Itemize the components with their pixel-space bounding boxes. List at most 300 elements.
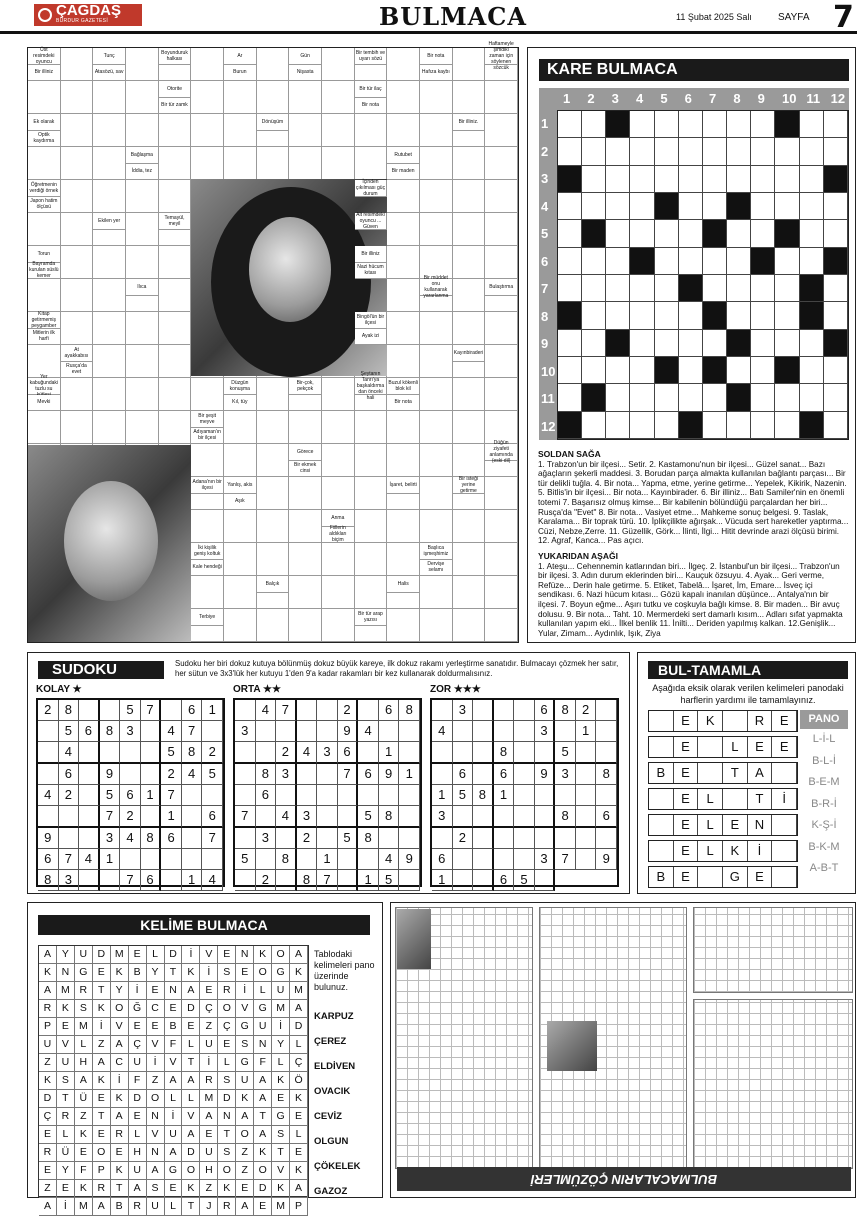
crossword-cell[interactable]: [191, 147, 224, 180]
kare-grid[interactable]: [557, 110, 849, 440]
sudoku-cell[interactable]: 5: [514, 870, 535, 891]
sudoku-cell[interactable]: [182, 828, 203, 849]
sudoku-cell[interactable]: 7: [120, 870, 141, 891]
sudoku-cell[interactable]: [494, 806, 515, 828]
tamamla-cell[interactable]: E: [772, 711, 797, 731]
sudoku-cell[interactable]: 6: [379, 700, 400, 721]
tamamla-cell[interactable]: A: [748, 763, 773, 783]
word-search-letter[interactable]: A: [93, 1054, 111, 1072]
crossword-cell[interactable]: [355, 411, 388, 444]
crossword-cell[interactable]: [159, 378, 192, 411]
sudoku-cell[interactable]: [235, 700, 256, 721]
kare-cell[interactable]: [679, 302, 703, 329]
crossword-cell[interactable]: [355, 510, 388, 543]
sudoku-cell[interactable]: 5: [379, 870, 400, 891]
sudoku-cell[interactable]: [514, 806, 535, 828]
sudoku-cell[interactable]: [358, 785, 379, 806]
word-search-letter[interactable]: N: [147, 1144, 165, 1162]
word-search-letter[interactable]: D: [93, 946, 111, 964]
kare-cell[interactable]: [582, 275, 606, 302]
sudoku-cell[interactable]: [182, 785, 203, 806]
word-search-letter[interactable]: L: [290, 1036, 308, 1054]
kare-cell[interactable]: [727, 302, 751, 329]
word-search-letter[interactable]: U: [254, 1018, 272, 1036]
sudoku-cell[interactable]: 9: [38, 828, 59, 849]
word-search-letter[interactable]: U: [236, 1072, 254, 1090]
sudoku-cell[interactable]: [453, 849, 474, 870]
sudoku-cell[interactable]: 7: [555, 849, 576, 870]
sudoku-cell[interactable]: [120, 849, 141, 870]
kare-cell[interactable]: [606, 166, 630, 193]
crossword-cell[interactable]: [322, 411, 355, 444]
word-search-letter[interactable]: F: [129, 1072, 147, 1090]
kare-cell[interactable]: [824, 138, 848, 165]
crossword-cell[interactable]: [485, 114, 518, 147]
crossword-cell[interactable]: [485, 213, 518, 246]
sudoku-cell[interactable]: [79, 764, 100, 785]
sudoku-cell[interactable]: 8: [59, 700, 80, 721]
word-search-letter[interactable]: K: [290, 1090, 308, 1108]
kare-cell[interactable]: [824, 357, 848, 384]
crossword-cell[interactable]: [257, 510, 290, 543]
kare-cell[interactable]: [630, 412, 654, 439]
sudoku-cell[interactable]: 5: [358, 806, 379, 828]
word-search-letter[interactable]: P: [39, 1018, 57, 1036]
tamamla-cell[interactable]: E: [674, 711, 699, 731]
crossword-cell[interactable]: [453, 180, 486, 213]
crossword-cell[interactable]: [289, 510, 322, 543]
word-search-letter[interactable]: A: [75, 1072, 93, 1090]
crossword-cell[interactable]: [61, 279, 94, 312]
word-search-letter[interactable]: B: [129, 964, 147, 982]
sudoku-cell[interactable]: [100, 742, 121, 764]
word-search-letter[interactable]: V: [57, 1036, 75, 1054]
crossword-cell[interactable]: [257, 543, 290, 576]
tamamla-cell[interactable]: [772, 867, 797, 887]
word-search-letter[interactable]: Y: [272, 1036, 290, 1054]
kare-cell[interactable]: [558, 275, 582, 302]
sudoku-cell[interactable]: 8: [38, 870, 59, 891]
kare-cell[interactable]: [751, 275, 775, 302]
sudoku-cell[interactable]: [141, 806, 162, 828]
tamamla-cell[interactable]: E: [674, 763, 699, 783]
sudoku-cell[interactable]: 1: [100, 849, 121, 870]
crossword-cell[interactable]: [224, 81, 257, 114]
word-search-letter[interactable]: E: [129, 946, 147, 964]
kare-cell[interactable]: [703, 384, 727, 411]
word-search-letter[interactable]: T: [254, 1108, 272, 1126]
word-search-letter[interactable]: A: [39, 982, 57, 1000]
sudoku-cell[interactable]: 8: [473, 785, 494, 806]
tamamla-cell[interactable]: [772, 763, 797, 783]
sudoku-cell[interactable]: 5: [100, 785, 121, 806]
word-search-letter[interactable]: T: [93, 982, 111, 1000]
sudoku-cell[interactable]: 4: [256, 700, 277, 721]
tamamla-cell[interactable]: [649, 841, 674, 861]
crossword-cell[interactable]: [93, 114, 126, 147]
word-search-letter[interactable]: T: [93, 1108, 111, 1126]
crossword-cell[interactable]: [93, 378, 126, 411]
word-search-letter[interactable]: N: [254, 1036, 272, 1054]
sudoku-cell[interactable]: [120, 742, 141, 764]
tamamla-cell[interactable]: E: [674, 737, 699, 757]
crossword-cell[interactable]: [453, 444, 486, 477]
sudoku-cell[interactable]: 2: [59, 785, 80, 806]
kare-cell[interactable]: [558, 111, 582, 138]
word-search-letter[interactable]: U: [200, 1036, 218, 1054]
sudoku-cell[interactable]: 2: [38, 700, 59, 721]
kare-cell[interactable]: [800, 384, 824, 411]
sudoku-cell[interactable]: [141, 764, 162, 785]
sudoku-cell[interactable]: 9: [379, 764, 400, 785]
word-search-letter[interactable]: A: [93, 1198, 111, 1216]
tamamla-cell[interactable]: [772, 815, 797, 835]
sudoku-cell[interactable]: 9: [535, 764, 556, 785]
sudoku-cell[interactable]: [297, 764, 318, 785]
kare-cell[interactable]: [800, 193, 824, 220]
word-search-letter[interactable]: K: [111, 1090, 129, 1108]
sudoku-cell[interactable]: 4: [379, 849, 400, 870]
word-search-letter[interactable]: N: [236, 946, 254, 964]
crossword-cell[interactable]: [420, 477, 453, 510]
sudoku-cell[interactable]: [276, 721, 297, 742]
word-search-letter[interactable]: O: [218, 1000, 236, 1018]
sudoku-cell[interactable]: 8: [379, 806, 400, 828]
sudoku-cell[interactable]: 6: [141, 870, 162, 891]
sudoku-cell[interactable]: 6: [182, 700, 203, 721]
crossword-cell[interactable]: [289, 609, 322, 642]
crossword-cell[interactable]: [126, 180, 159, 213]
word-search-letter[interactable]: H: [200, 1162, 218, 1180]
sudoku-cell[interactable]: 6: [358, 764, 379, 785]
sudoku-cell[interactable]: 2: [297, 828, 318, 849]
sudoku-cell[interactable]: [535, 742, 556, 764]
crossword-cell[interactable]: [453, 411, 486, 444]
kare-cell[interactable]: [606, 384, 630, 411]
tamamla-cell[interactable]: [772, 841, 797, 861]
kare-cell[interactable]: [727, 111, 751, 138]
crossword-cell[interactable]: [387, 48, 420, 81]
sudoku-cell[interactable]: [297, 721, 318, 742]
crossword-cell[interactable]: [420, 147, 453, 180]
kare-cell[interactable]: [824, 412, 848, 439]
crossword-cell[interactable]: [159, 411, 192, 444]
sudoku-cell[interactable]: [358, 849, 379, 870]
crossword-cell[interactable]: [61, 114, 94, 147]
word-search-letter[interactable]: K: [75, 1126, 93, 1144]
kare-cell[interactable]: [655, 275, 679, 302]
kare-cell[interactable]: [606, 220, 630, 247]
crossword-cell[interactable]: [224, 411, 257, 444]
sudoku-cell[interactable]: 8: [596, 764, 617, 785]
sudoku-cell[interactable]: [576, 742, 597, 764]
kare-cell[interactable]: [630, 220, 654, 247]
word-search-letter[interactable]: R: [218, 1198, 236, 1216]
sudoku-cell[interactable]: [576, 764, 597, 785]
word-search-letter[interactable]: U: [39, 1036, 57, 1054]
crossword-cell[interactable]: [126, 312, 159, 345]
sudoku-cell[interactable]: 8: [182, 742, 203, 764]
sudoku-cell[interactable]: [596, 742, 617, 764]
sudoku-cell[interactable]: 6: [338, 742, 359, 764]
word-search-letter[interactable]: E: [57, 1180, 75, 1198]
word-search-letter[interactable]: E: [236, 1180, 254, 1198]
crossword-cell[interactable]: [453, 312, 486, 345]
crossword-cell[interactable]: [387, 543, 420, 576]
crossword-cell[interactable]: [355, 114, 388, 147]
sudoku-cell[interactable]: 5: [235, 849, 256, 870]
word-search-letter[interactable]: L: [182, 1036, 200, 1054]
word-search-letter[interactable]: E: [254, 1198, 272, 1216]
crossword-cell[interactable]: [257, 609, 290, 642]
sudoku-cell[interactable]: 3: [535, 721, 556, 742]
tamamla-cell[interactable]: [698, 763, 723, 783]
crossword-cell[interactable]: [61, 411, 94, 444]
kare-cell[interactable]: [655, 248, 679, 275]
kare-cell[interactable]: [679, 357, 703, 384]
tamamla-cell[interactable]: L: [698, 841, 723, 861]
sudoku-cell[interactable]: [432, 828, 453, 849]
word-search-letter[interactable]: Z: [147, 1072, 165, 1090]
kare-cell[interactable]: [703, 138, 727, 165]
sudoku-cell[interactable]: [276, 785, 297, 806]
crossword-cell[interactable]: [93, 312, 126, 345]
sudoku-cell[interactable]: 7: [182, 721, 203, 742]
word-search-letter[interactable]: E: [147, 1018, 165, 1036]
sudoku-cell[interactable]: [596, 721, 617, 742]
sudoku-cell[interactable]: [297, 785, 318, 806]
word-search-letter[interactable]: K: [93, 1000, 111, 1018]
sudoku-cell[interactable]: 9: [596, 849, 617, 870]
crossword-cell[interactable]: [420, 510, 453, 543]
kare-cell[interactable]: [775, 166, 799, 193]
crossword-cell[interactable]: [387, 411, 420, 444]
kare-cell[interactable]: [655, 330, 679, 357]
kare-cell[interactable]: [679, 248, 703, 275]
sudoku-cell[interactable]: 3: [100, 828, 121, 849]
kare-cell[interactable]: [775, 275, 799, 302]
kare-cell[interactable]: [630, 384, 654, 411]
crossword-cell[interactable]: [159, 147, 192, 180]
sudoku-cell[interactable]: [535, 870, 556, 891]
kare-cell[interactable]: [800, 357, 824, 384]
word-search-letter[interactable]: T: [182, 1198, 200, 1216]
crossword-cell[interactable]: [387, 279, 420, 312]
kare-cell[interactable]: [703, 330, 727, 357]
word-search-letter[interactable]: V: [236, 1000, 254, 1018]
kare-cell[interactable]: [727, 138, 751, 165]
word-search-letter[interactable]: A: [165, 1072, 183, 1090]
crossword-cell[interactable]: [126, 378, 159, 411]
word-search-letter[interactable]: U: [200, 1144, 218, 1162]
crossword-cell[interactable]: [224, 114, 257, 147]
sudoku-cell[interactable]: [453, 721, 474, 742]
word-search-letter[interactable]: S: [218, 964, 236, 982]
crossword-cell[interactable]: [322, 576, 355, 609]
word-search-letter[interactable]: K: [57, 1000, 75, 1018]
crossword-cell[interactable]: [485, 345, 518, 378]
crossword-cell[interactable]: [93, 246, 126, 279]
sudoku-cell[interactable]: 4: [358, 721, 379, 742]
word-search-letter[interactable]: S: [147, 1180, 165, 1198]
sudoku-cell[interactable]: 1: [182, 870, 203, 891]
sudoku-cell[interactable]: [79, 870, 100, 891]
kare-cell[interactable]: [824, 384, 848, 411]
sudoku-cell[interactable]: 8: [100, 721, 121, 742]
crossword-cell[interactable]: [485, 477, 518, 510]
sudoku-cell[interactable]: 7: [100, 806, 121, 828]
word-search-letter[interactable]: B: [165, 1018, 183, 1036]
word-search-letter[interactable]: S: [218, 1072, 236, 1090]
crossword-cell[interactable]: [387, 114, 420, 147]
word-search-letter[interactable]: M: [111, 946, 129, 964]
crossword-cell[interactable]: [453, 378, 486, 411]
word-search-letter[interactable]: G: [236, 1054, 254, 1072]
sudoku-cell[interactable]: 1: [379, 742, 400, 764]
word-search-letter[interactable]: İ: [93, 1018, 111, 1036]
kare-cell[interactable]: [751, 193, 775, 220]
word-search-letter[interactable]: K: [236, 1090, 254, 1108]
sudoku-cell[interactable]: 3: [453, 700, 474, 721]
tamamla-cell[interactable]: E: [674, 841, 699, 861]
word-search-letter[interactable]: F: [254, 1054, 272, 1072]
crossword-cell[interactable]: [355, 147, 388, 180]
crossword-cell[interactable]: [355, 477, 388, 510]
word-search-letter[interactable]: H: [75, 1054, 93, 1072]
crossword-cell[interactable]: [28, 213, 61, 246]
word-search-letter[interactable]: O: [254, 964, 272, 982]
crossword-cell[interactable]: [420, 114, 453, 147]
word-search-letter[interactable]: E: [57, 1018, 75, 1036]
sudoku-cell[interactable]: 9: [399, 849, 420, 870]
kare-cell[interactable]: [606, 193, 630, 220]
crossword-cell[interactable]: [28, 147, 61, 180]
crossword-cell[interactable]: [126, 48, 159, 81]
word-search-letter[interactable]: C: [111, 1054, 129, 1072]
sudoku-cell[interactable]: 2: [202, 742, 223, 764]
word-search-letter[interactable]: U: [147, 1198, 165, 1216]
sudoku-cell[interactable]: 8: [358, 828, 379, 849]
sudoku-grid-hard[interactable]: [430, 698, 619, 887]
sudoku-cell[interactable]: [338, 806, 359, 828]
sudoku-cell[interactable]: [514, 849, 535, 870]
sudoku-cell[interactable]: 2: [453, 828, 474, 849]
sudoku-cell[interactable]: 4: [297, 742, 318, 764]
sudoku-cell[interactable]: 6: [535, 700, 556, 721]
sudoku-cell[interactable]: 6: [79, 721, 100, 742]
word-search-letter[interactable]: E: [93, 1090, 111, 1108]
word-search-letter[interactable]: L: [290, 1126, 308, 1144]
sudoku-cell[interactable]: [317, 721, 338, 742]
sudoku-cell[interactable]: 9: [100, 764, 121, 785]
sudoku-cell[interactable]: [514, 828, 535, 849]
sudoku-cell[interactable]: [494, 700, 515, 721]
kare-cell[interactable]: [679, 384, 703, 411]
sudoku-cell[interactable]: 1: [432, 870, 453, 891]
sudoku-cell[interactable]: [358, 742, 379, 764]
word-search-letter[interactable]: K: [272, 1072, 290, 1090]
word-search-letter[interactable]: Z: [200, 1018, 218, 1036]
tamamla-cell[interactable]: L: [698, 789, 723, 809]
tamamla-cell[interactable]: [698, 737, 723, 757]
sudoku-cell[interactable]: 1: [576, 721, 597, 742]
sudoku-cell[interactable]: [473, 870, 494, 891]
crossword-cell[interactable]: [485, 180, 518, 213]
crossword-cell[interactable]: [224, 543, 257, 576]
word-search-letter[interactable]: R: [218, 982, 236, 1000]
crossword-cell[interactable]: [257, 48, 290, 81]
sudoku-cell[interactable]: 6: [494, 764, 515, 785]
crossword-cell[interactable]: [159, 114, 192, 147]
word-search-letter[interactable]: Y: [57, 946, 75, 964]
word-search-letter[interactable]: E: [272, 1090, 290, 1108]
kare-cell[interactable]: [751, 384, 775, 411]
word-search-letter[interactable]: A: [182, 982, 200, 1000]
kare-cell[interactable]: [703, 248, 727, 275]
kare-cell[interactable]: [582, 412, 606, 439]
word-search-letter[interactable]: Y: [111, 982, 129, 1000]
sudoku-cell[interactable]: [256, 849, 277, 870]
sudoku-cell[interactable]: [141, 849, 162, 870]
crossword-cell[interactable]: [224, 147, 257, 180]
sudoku-cell[interactable]: 3: [256, 828, 277, 849]
sudoku-cell[interactable]: [317, 700, 338, 721]
word-search-letter[interactable]: K: [111, 1162, 129, 1180]
crossword-cell[interactable]: [322, 114, 355, 147]
crossword-cell[interactable]: [126, 345, 159, 378]
crossword-cell[interactable]: [289, 576, 322, 609]
word-search-letter[interactable]: R: [75, 982, 93, 1000]
kare-cell[interactable]: [582, 166, 606, 193]
word-search-letter[interactable]: O: [218, 1162, 236, 1180]
sudoku-cell[interactable]: [514, 764, 535, 785]
sudoku-cell[interactable]: 3: [276, 764, 297, 785]
crossword-cell[interactable]: [387, 609, 420, 642]
word-search-letter[interactable]: A: [39, 1198, 57, 1216]
tamamla-cell[interactable]: [649, 815, 674, 835]
word-search-letter[interactable]: Ü: [75, 1090, 93, 1108]
sudoku-cell[interactable]: [535, 828, 556, 849]
word-search-letter[interactable]: A: [290, 1000, 308, 1018]
kare-cell[interactable]: [630, 357, 654, 384]
crossword-cell[interactable]: [453, 81, 486, 114]
tamamla-cell[interactable]: [698, 867, 723, 887]
word-search-letter[interactable]: E: [147, 982, 165, 1000]
word-search-letter[interactable]: E: [290, 1108, 308, 1126]
kare-cell[interactable]: [558, 193, 582, 220]
word-search-letter[interactable]: S: [218, 1144, 236, 1162]
kare-cell[interactable]: [679, 193, 703, 220]
crossword-cell[interactable]: [289, 114, 322, 147]
sudoku-cell[interactable]: [473, 764, 494, 785]
tamamla-cell[interactable]: E: [748, 737, 773, 757]
kare-cell[interactable]: [703, 111, 727, 138]
kare-cell[interactable]: [630, 166, 654, 193]
crossword-cell[interactable]: [485, 609, 518, 642]
word-search-letter[interactable]: A: [129, 1180, 147, 1198]
sudoku-cell[interactable]: [256, 742, 277, 764]
crossword-cell[interactable]: [28, 411, 61, 444]
word-search-letter[interactable]: A: [254, 1072, 272, 1090]
kare-cell[interactable]: [630, 193, 654, 220]
word-search-letter[interactable]: G: [165, 1162, 183, 1180]
word-search-letter[interactable]: R: [39, 1144, 57, 1162]
kare-cell[interactable]: [824, 275, 848, 302]
kare-cell[interactable]: [558, 248, 582, 275]
word-search-letter[interactable]: Z: [75, 1108, 93, 1126]
word-search-letter[interactable]: A: [254, 1090, 272, 1108]
word-search-letter[interactable]: A: [290, 1180, 308, 1198]
